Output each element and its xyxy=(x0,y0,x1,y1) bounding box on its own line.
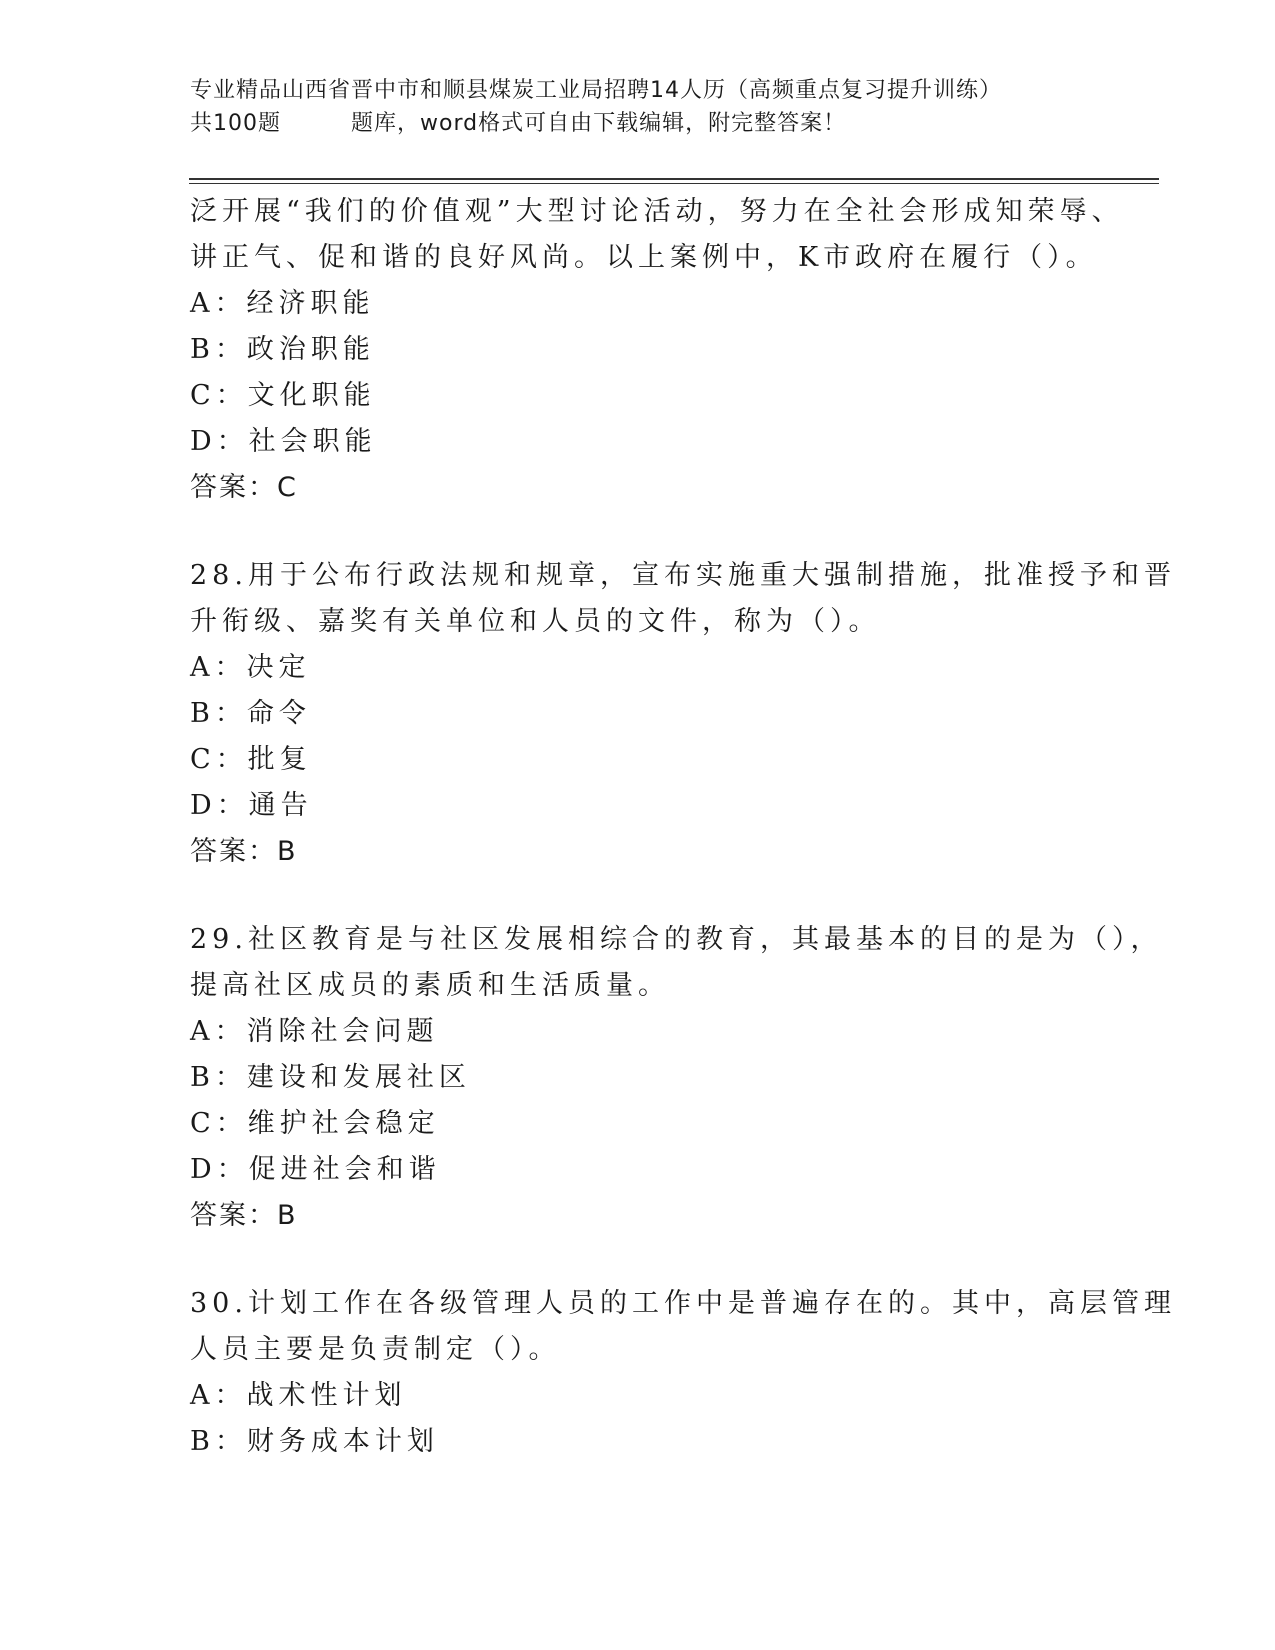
option-b: B：建设和发展社区 xyxy=(190,1062,471,1093)
question-block xyxy=(190,189,1150,511)
option-a: A：决定 xyxy=(190,652,311,683)
answer: 答案：C xyxy=(190,472,298,503)
option-c: C：文化职能 xyxy=(190,380,376,411)
header-description: 题库，word格式可自由下载编辑，附完整答案！ xyxy=(351,111,847,136)
option-d: D：通告 xyxy=(190,790,313,821)
answer: 答案：B xyxy=(190,836,298,867)
header-subtitle xyxy=(190,107,1150,140)
option-c: C：维护社会稳定 xyxy=(190,1108,440,1139)
question-text: 29.社区教育是与社区发展相综合的教育，其最基本的目的是为（）， xyxy=(190,924,1163,955)
header-question-count: 共100题 xyxy=(190,111,281,136)
option-a: A：消除社会问题 xyxy=(190,1016,439,1047)
question-text: 30.计划工作在各级管理人员的工作中是普遍存在的。其中，高层管理 xyxy=(190,1288,1176,1319)
option-d: D：促进社会和谐 xyxy=(190,1154,441,1185)
question-text: 讲正气、促和谐的良好风尚。以上案例中，K市政府在履行（）。 xyxy=(190,242,1098,273)
question-text: 人员主要是负责制定（）。 xyxy=(190,1334,561,1365)
question-text: 升衔级、嘉奖有关单位和人员的文件，称为（）。 xyxy=(190,606,881,637)
question-text: 提高社区成员的素质和生活质量。 xyxy=(190,970,670,1001)
option-a: A：经济职能 xyxy=(190,288,375,319)
header-divider xyxy=(189,178,1159,184)
option-c: C：批复 xyxy=(190,744,312,775)
document-body xyxy=(190,189,1176,1465)
answer: 答案：B xyxy=(190,1200,298,1231)
document-header xyxy=(190,74,1150,140)
question-block xyxy=(190,1281,1176,1465)
option-a: A：战术性计划 xyxy=(190,1380,407,1411)
question-text: 泛开展“我们的价值观”大型讨论活动，努力在全社会形成知荣辱、 xyxy=(190,196,1124,227)
question-block xyxy=(190,553,1176,875)
question-block xyxy=(190,917,1163,1239)
option-d: D：社会职能 xyxy=(190,426,377,457)
option-b: B：命令 xyxy=(190,698,311,729)
header-title: 专业精品山西省晋中市和顺县煤炭工业局招聘14人历（高频重点复习提升训练） xyxy=(190,78,1002,103)
option-b: B：政治职能 xyxy=(190,334,375,365)
question-text: 28.用于公布行政法规和规章，宣布实施重大强制措施，批准授予和晋 xyxy=(190,560,1176,591)
option-b: B：财务成本计划 xyxy=(190,1426,439,1457)
